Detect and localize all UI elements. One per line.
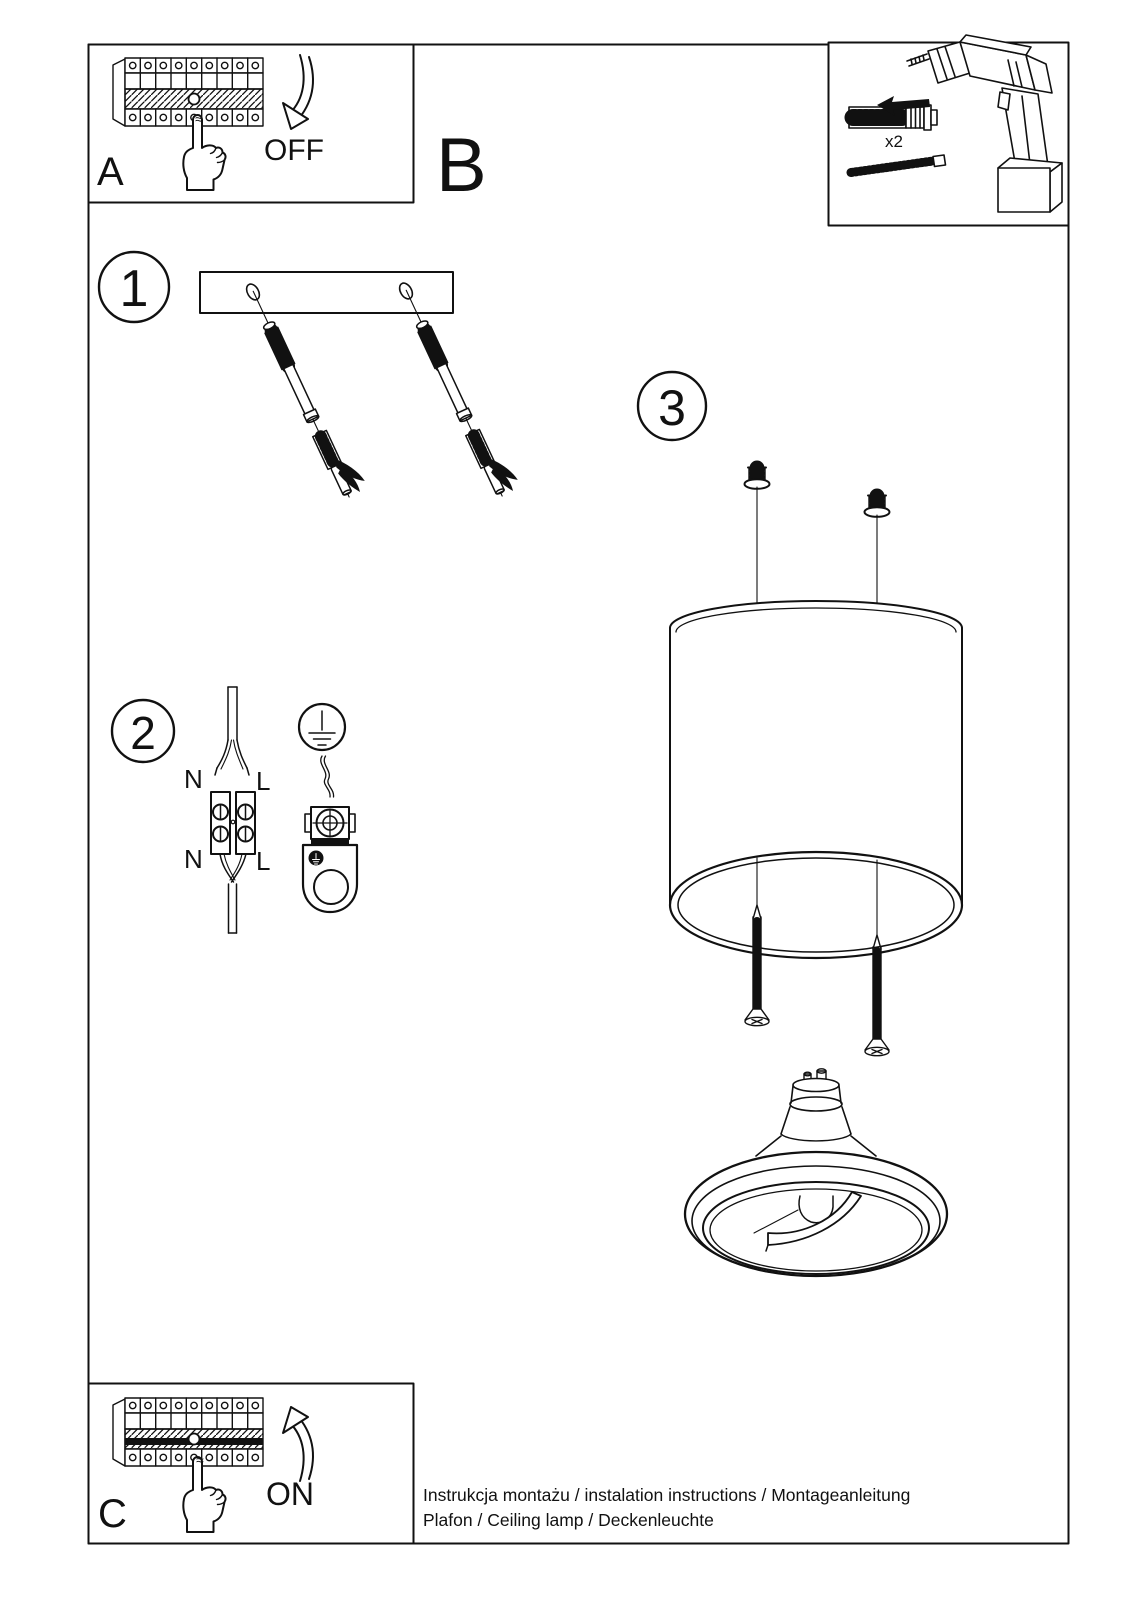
approx-symbol: ≈ xyxy=(196,1452,204,1468)
step1-number: 1 xyxy=(119,260,149,318)
footer-line2: Plafon / Ceiling lamp / Deckenleuchte xyxy=(423,1510,714,1530)
wiring-label-n-bottom: N xyxy=(184,844,203,874)
threaded-cap-icon xyxy=(865,496,890,517)
parts-box xyxy=(829,35,1069,226)
terminal-block-icon xyxy=(211,792,255,854)
panel-c-action-label: ON xyxy=(266,1476,314,1512)
ground-wire-icon xyxy=(321,756,334,797)
panel-a-label: A xyxy=(97,150,124,194)
approx-symbol: ≈ xyxy=(195,111,203,127)
panel-a-action-label: OFF xyxy=(264,134,324,167)
panel-b-label: B xyxy=(436,123,487,208)
mounting-screw-icon xyxy=(745,905,769,1026)
ground-clamp-icon xyxy=(303,807,357,912)
bulb-icon xyxy=(685,1069,947,1276)
breaker-panel-on-icon xyxy=(113,1398,263,1466)
footer-line1: Instrukcja montażu / instalation instructions / Montageanleitung xyxy=(423,1485,911,1505)
anchor-quantity-label: x2 xyxy=(885,132,903,151)
breaker-panel-off-icon xyxy=(113,58,263,126)
cable-split-icon xyxy=(215,687,249,775)
wiring-label-n-top: N xyxy=(184,764,203,794)
wiring-label-l-bottom: L xyxy=(256,846,271,876)
step3-number: 3 xyxy=(658,380,686,436)
panel-a-box xyxy=(89,45,414,203)
mounting-bracket-icon xyxy=(200,272,453,313)
step1-group xyxy=(99,252,521,500)
panel-c-box xyxy=(89,1384,414,1544)
ground-symbol-icon xyxy=(299,704,345,750)
step3-group xyxy=(638,372,962,1276)
lamp-cylinder-icon xyxy=(670,601,962,958)
cable-join-icon xyxy=(220,854,246,933)
panel-c-label: C xyxy=(98,1492,127,1536)
threaded-cap-icon xyxy=(745,468,770,489)
step2-number: 2 xyxy=(130,707,156,759)
wiring-label-l-top: L xyxy=(256,766,271,796)
mounting-screw-icon xyxy=(865,935,889,1056)
anchor-assembly-icon xyxy=(246,282,368,500)
anchor-assembly-icon xyxy=(399,281,521,499)
